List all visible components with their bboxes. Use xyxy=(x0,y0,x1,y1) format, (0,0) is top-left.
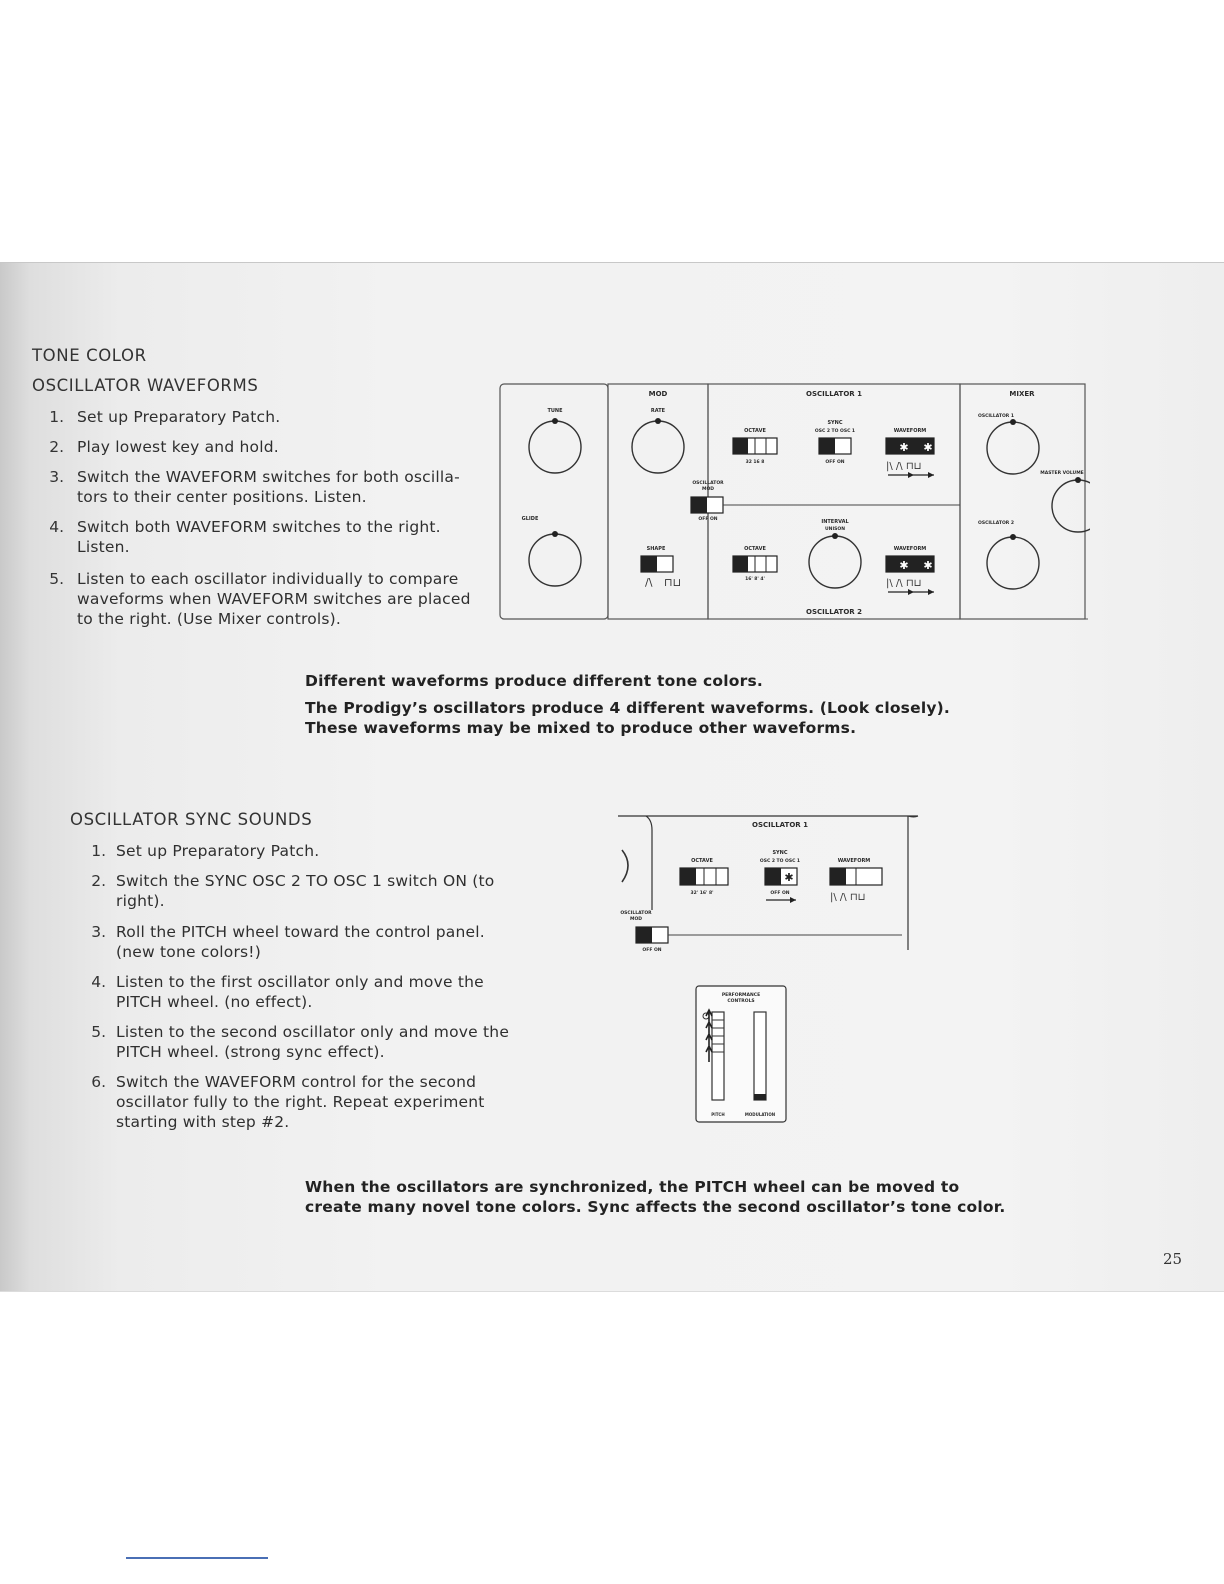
octave-label: OCTAVE xyxy=(691,858,713,864)
shape-label: SHAPE xyxy=(646,546,666,552)
rate-label: RATE xyxy=(650,408,666,414)
switch-knob xyxy=(691,497,707,513)
mixer-osc2-knob[interactable] xyxy=(987,537,1039,589)
step-line: Set up Preparatory Patch. xyxy=(77,408,281,426)
waveform-icons: |\ /\ ⊓⊔ xyxy=(886,461,922,472)
step-number: 4. xyxy=(49,518,64,536)
triangle-wave-icon: /\ xyxy=(645,576,653,589)
step-line: Listen to each oscillator individually to compare xyxy=(77,570,459,588)
performance-controls-diagram xyxy=(694,984,790,1126)
star-marker-icon: ✱ xyxy=(784,871,794,884)
step-number: 2. xyxy=(91,872,106,890)
oscillator2-footer: OSCILLATOR 2 xyxy=(806,608,862,616)
step-number: 3. xyxy=(49,468,64,486)
square-wave-icon: ⊓⊔ xyxy=(664,576,682,589)
octave-ticks: 16' 8' 4' xyxy=(745,577,765,582)
knob-pointer xyxy=(832,533,838,539)
master-volume-knob[interactable] xyxy=(1052,480,1090,532)
knob-pointer xyxy=(552,531,558,537)
step-line: (new tone colors!) xyxy=(116,943,261,961)
glide-label: GLIDE xyxy=(521,516,539,522)
step-line: Switch the WAVEFORM switches for both oscilla- xyxy=(77,468,460,486)
step-line: PITCH wheel. (no effect). xyxy=(116,993,313,1011)
octave-label: OCTAVE xyxy=(744,428,766,434)
off-on-label: OFF ON xyxy=(698,517,718,522)
switch-knob xyxy=(733,556,748,572)
osc-mod-label-2: MOD xyxy=(701,487,715,492)
off-on-label: OFF ON xyxy=(770,891,790,896)
glide-knob[interactable] xyxy=(529,534,581,586)
control-panel-diagram xyxy=(498,380,1090,626)
decorative-underline xyxy=(126,1557,268,1559)
tune-label: TUNE xyxy=(547,408,563,414)
switch-knob xyxy=(733,438,748,454)
knob-pointer xyxy=(552,418,558,424)
step-line: Set up Preparatory Patch. xyxy=(116,842,320,860)
oscillator1-header: OSCILLATOR 1 xyxy=(806,390,862,398)
caption-line: create many novel tone colors. Sync affects the second oscillator’s tone color. xyxy=(305,1198,1006,1216)
octave-ticks: 32 16 8 xyxy=(745,460,765,465)
modulation-wheel[interactable] xyxy=(754,1012,766,1100)
switch-knob xyxy=(819,438,835,454)
switch-knob xyxy=(636,927,652,943)
unison-label: UNISON xyxy=(825,527,845,532)
off-on-label: OFF ON xyxy=(825,460,845,465)
step-number: 1. xyxy=(91,842,106,860)
switch-knob xyxy=(910,556,922,572)
tune-knob[interactable] xyxy=(529,421,581,473)
performance-label: PERFORMANCE xyxy=(721,993,761,998)
step-line: PITCH wheel. (strong sync effect). xyxy=(116,1043,385,1061)
step-number: 5. xyxy=(91,1023,106,1041)
step-line: Listen to the second oscillator only and move the xyxy=(116,1023,510,1041)
sync-sublabel: OSC 2 TO OSC 1 xyxy=(814,429,856,434)
step-line: Switch the WAVEFORM control for the second xyxy=(116,1073,477,1091)
step-number: 5. xyxy=(49,570,64,588)
subsection-title: OSCILLATOR WAVEFORMS xyxy=(32,376,259,395)
waveform-label: WAVEFORM xyxy=(893,428,927,434)
knob-pointer xyxy=(1010,534,1016,540)
switch-knob xyxy=(830,868,846,885)
switch-knob xyxy=(886,438,898,454)
step-line: Roll the PITCH wheel toward the control panel. xyxy=(116,923,485,941)
mixer-osc1-knob[interactable] xyxy=(987,422,1039,474)
arrow-icon xyxy=(790,897,796,903)
oscillator1-header: OSCILLATOR 1 xyxy=(752,821,808,829)
controls-label: CONTROLS xyxy=(727,999,755,1004)
step-number: 4. xyxy=(91,973,106,991)
waveform-icons: |\ /\ ⊓⊔ xyxy=(886,578,922,589)
interval-knob[interactable] xyxy=(809,536,861,588)
step-line: right). xyxy=(116,892,165,910)
step-line: Switch the SYNC OSC 2 TO OSC 1 switch ON (to xyxy=(116,872,495,890)
mixer-osc1-label: OSCILLATOR 1 xyxy=(978,414,1014,419)
caption-line: Different waveforms produce different tone colors. xyxy=(305,672,763,690)
step-line: starting with step #2. xyxy=(116,1113,290,1131)
sync-sublabel: OSC 2 TO OSC 1 xyxy=(759,859,801,864)
star-marker-icon: ✱ xyxy=(923,441,933,454)
switch-knob xyxy=(765,868,781,885)
sync-label: SYNC xyxy=(772,850,788,856)
step-line: oscillator fully to the right. Repeat experiment xyxy=(116,1093,485,1111)
pitch-label: PITCH xyxy=(711,1112,725,1117)
waveform-label: WAVEFORM xyxy=(837,858,871,864)
step-line: waveforms when WAVEFORM switches are placed xyxy=(77,590,471,608)
mod-header: MOD xyxy=(648,390,668,398)
step-line: tors to their center positions. Listen. xyxy=(77,488,367,506)
knob-pointer xyxy=(1010,419,1016,425)
step-line: Switch both WAVEFORM switches to the right. xyxy=(77,518,441,536)
step-line: Listen. xyxy=(77,538,130,556)
star-marker-icon: ✱ xyxy=(899,559,909,572)
step-number: 2. xyxy=(49,438,64,456)
switch-knob xyxy=(886,556,898,572)
step-number: 3. xyxy=(91,923,106,941)
master-volume-label: MASTER VOLUME xyxy=(1040,471,1084,476)
sync-section-title: OSCILLATOR SYNC SOUNDS xyxy=(70,810,313,829)
switch-knob xyxy=(910,438,922,454)
section-title: TONE COLOR xyxy=(32,346,147,365)
knob-pointer xyxy=(1075,477,1081,483)
osc-mod-label: OSCILLATOR xyxy=(692,481,724,486)
sync-label: SYNC xyxy=(827,420,843,426)
waveform-label: WAVEFORM xyxy=(893,546,927,552)
knob-pointer xyxy=(655,418,661,424)
rate-knob[interactable] xyxy=(632,421,684,473)
step-line: Play lowest key and hold. xyxy=(77,438,279,456)
pitch-wheel[interactable] xyxy=(712,1012,724,1100)
off-on-label: OFF ON xyxy=(642,948,662,953)
caption-line: The Prodigy’s oscillators produce 4 different waveforms. (Look closely). xyxy=(305,699,951,717)
step-number: 1. xyxy=(49,408,64,426)
page-number: 25 xyxy=(1163,1250,1183,1268)
interval-label: INTERVAL xyxy=(821,519,849,525)
waveform-icons: |\ /\ ⊓⊔ xyxy=(830,892,866,903)
step-number: 6. xyxy=(91,1073,106,1091)
caption-line: When the oscillators are synchronized, the PITCH wheel can be moved to xyxy=(305,1178,960,1196)
star-marker-icon: ✱ xyxy=(899,441,909,454)
mixer-header: MIXER xyxy=(1009,390,1035,398)
star-marker-icon: ✱ xyxy=(923,559,933,572)
page-top-edge xyxy=(0,262,1224,263)
osc-mod-label-2: MOD xyxy=(629,917,643,922)
octave-label: OCTAVE xyxy=(744,546,766,552)
sync-panel-diagram xyxy=(618,810,922,960)
switch-knob xyxy=(680,868,696,885)
step-line: Listen to the first oscillator only and move the xyxy=(116,973,484,991)
octave-ticks: 32' 16' 8' xyxy=(690,891,714,896)
mixer-osc2-label: OSCILLATOR 2 xyxy=(978,521,1014,526)
step-line: to the right. (Use Mixer controls). xyxy=(77,610,342,628)
wheel-marker xyxy=(754,1094,766,1100)
switch-knob xyxy=(641,556,657,572)
osc-mod-label: OSCILLATOR xyxy=(620,911,652,916)
caption-line: These waveforms may be mixed to produce other waveforms. xyxy=(305,719,857,737)
page-bottom-edge xyxy=(0,1291,1224,1292)
modulation-label: MODULATION xyxy=(744,1112,776,1117)
